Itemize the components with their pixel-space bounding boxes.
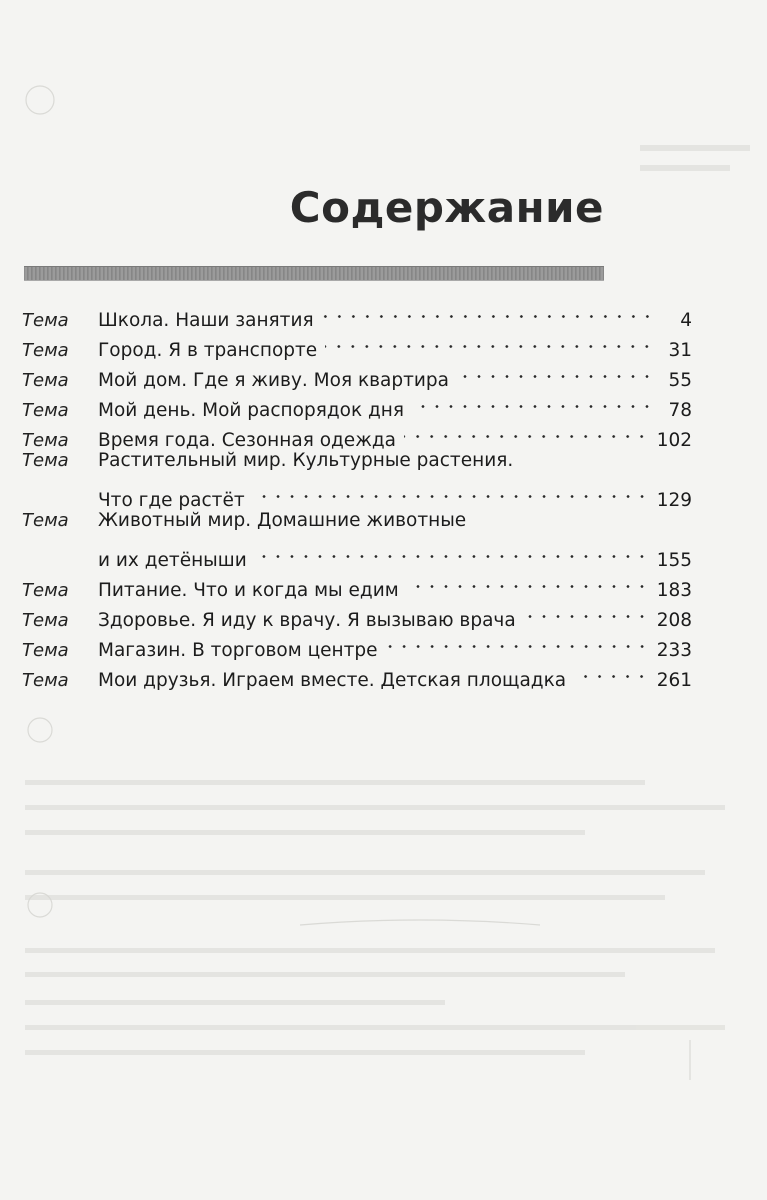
entry-title: и их детёныши bbox=[98, 550, 247, 571]
entry-title: Время года. Сезонная одежда bbox=[98, 430, 396, 451]
dot-leader bbox=[404, 416, 649, 446]
entry-label: Тема bbox=[22, 580, 69, 601]
toc-entry[interactable] bbox=[22, 296, 692, 331]
table-of-contents bbox=[22, 296, 692, 691]
toc-entry[interactable] bbox=[22, 446, 692, 511]
toc-entry-line bbox=[22, 296, 692, 331]
toc-entry[interactable] bbox=[22, 626, 692, 661]
entry-page-number: 31 bbox=[668, 340, 692, 361]
toc-entry[interactable] bbox=[22, 596, 692, 631]
entry-label: Тема bbox=[22, 450, 69, 471]
dot-leader bbox=[407, 566, 649, 596]
dot-leader bbox=[253, 476, 649, 506]
entry-page-number: 129 bbox=[656, 490, 692, 511]
entry-title: Что где растёт bbox=[98, 490, 245, 511]
entry-title: Животный мир. Домашние животные bbox=[98, 510, 467, 531]
toc-entry[interactable] bbox=[22, 656, 692, 691]
entry-label: Тема bbox=[22, 400, 69, 421]
toc-entry-line bbox=[22, 326, 692, 361]
entry-label: Тема bbox=[22, 310, 69, 331]
entry-title: Магазин. В торговом центре bbox=[98, 640, 378, 661]
entry-label: Тема bbox=[22, 510, 69, 531]
entry-page-number: 155 bbox=[656, 550, 692, 571]
entry-page-number: 78 bbox=[668, 400, 692, 421]
toc-entry[interactable] bbox=[22, 356, 692, 391]
toc-entry-line bbox=[22, 476, 692, 511]
toc-entry-line bbox=[22, 416, 692, 451]
toc-entry[interactable] bbox=[22, 566, 692, 601]
entry-label: Тема bbox=[22, 670, 69, 691]
heading-divider bbox=[24, 266, 604, 281]
dot-leader bbox=[574, 656, 649, 686]
entry-page-number: 233 bbox=[656, 640, 692, 661]
toc-entry[interactable] bbox=[22, 386, 692, 421]
entry-title: Мой дом. Где я живу. Моя квартира bbox=[98, 370, 449, 391]
entry-label: Тема bbox=[22, 340, 69, 361]
dot-leader bbox=[457, 356, 654, 386]
entry-page-number: 261 bbox=[656, 670, 692, 691]
dot-leader bbox=[325, 326, 654, 356]
entry-label: Тема bbox=[22, 610, 69, 631]
toc-entry-line bbox=[22, 566, 692, 601]
page-title: Содержание bbox=[289, 183, 604, 232]
dot-leader bbox=[412, 386, 654, 416]
toc-entry-line bbox=[22, 656, 692, 691]
toc-entry[interactable] bbox=[22, 326, 692, 361]
toc-entry[interactable] bbox=[22, 416, 692, 451]
entry-title: Город. Я в транспорте bbox=[98, 340, 318, 361]
dot-leader bbox=[322, 296, 654, 326]
dot-leader bbox=[524, 596, 649, 626]
entry-title: Питание. Что и когда мы едим bbox=[98, 580, 399, 601]
toc-entry-line bbox=[22, 506, 692, 536]
toc-entry-line bbox=[22, 356, 692, 391]
entry-title: Растительный мир. Культурные растения. bbox=[98, 450, 514, 471]
entry-page-number: 55 bbox=[668, 370, 692, 391]
entry-title: Здоровье. Я иду к врачу. Я вызываю врача bbox=[98, 610, 516, 631]
toc-entry-line bbox=[22, 626, 692, 661]
toc-entry-line bbox=[22, 446, 692, 476]
entry-label: Тема bbox=[22, 370, 69, 391]
entry-page-number: 4 bbox=[680, 310, 692, 331]
toc-entry-line bbox=[22, 536, 692, 571]
dot-leader bbox=[386, 626, 649, 656]
entry-title: Мой день. Мой распорядок дня bbox=[98, 400, 405, 421]
toc-entry-line bbox=[22, 386, 692, 421]
entry-page-number: 102 bbox=[656, 430, 692, 451]
toc-entry-line bbox=[22, 596, 692, 631]
dot-leader bbox=[255, 536, 649, 566]
toc-entry[interactable] bbox=[22, 506, 692, 571]
entry-title: Мои друзья. Играем вместе. Детская площадка bbox=[98, 670, 567, 691]
entry-label: Тема bbox=[22, 430, 69, 451]
entry-page-number: 183 bbox=[656, 580, 692, 601]
entry-title: Школа. Наши занятия bbox=[98, 310, 314, 331]
entry-page-number: 208 bbox=[656, 610, 692, 631]
entry-label: Тема bbox=[22, 640, 69, 661]
